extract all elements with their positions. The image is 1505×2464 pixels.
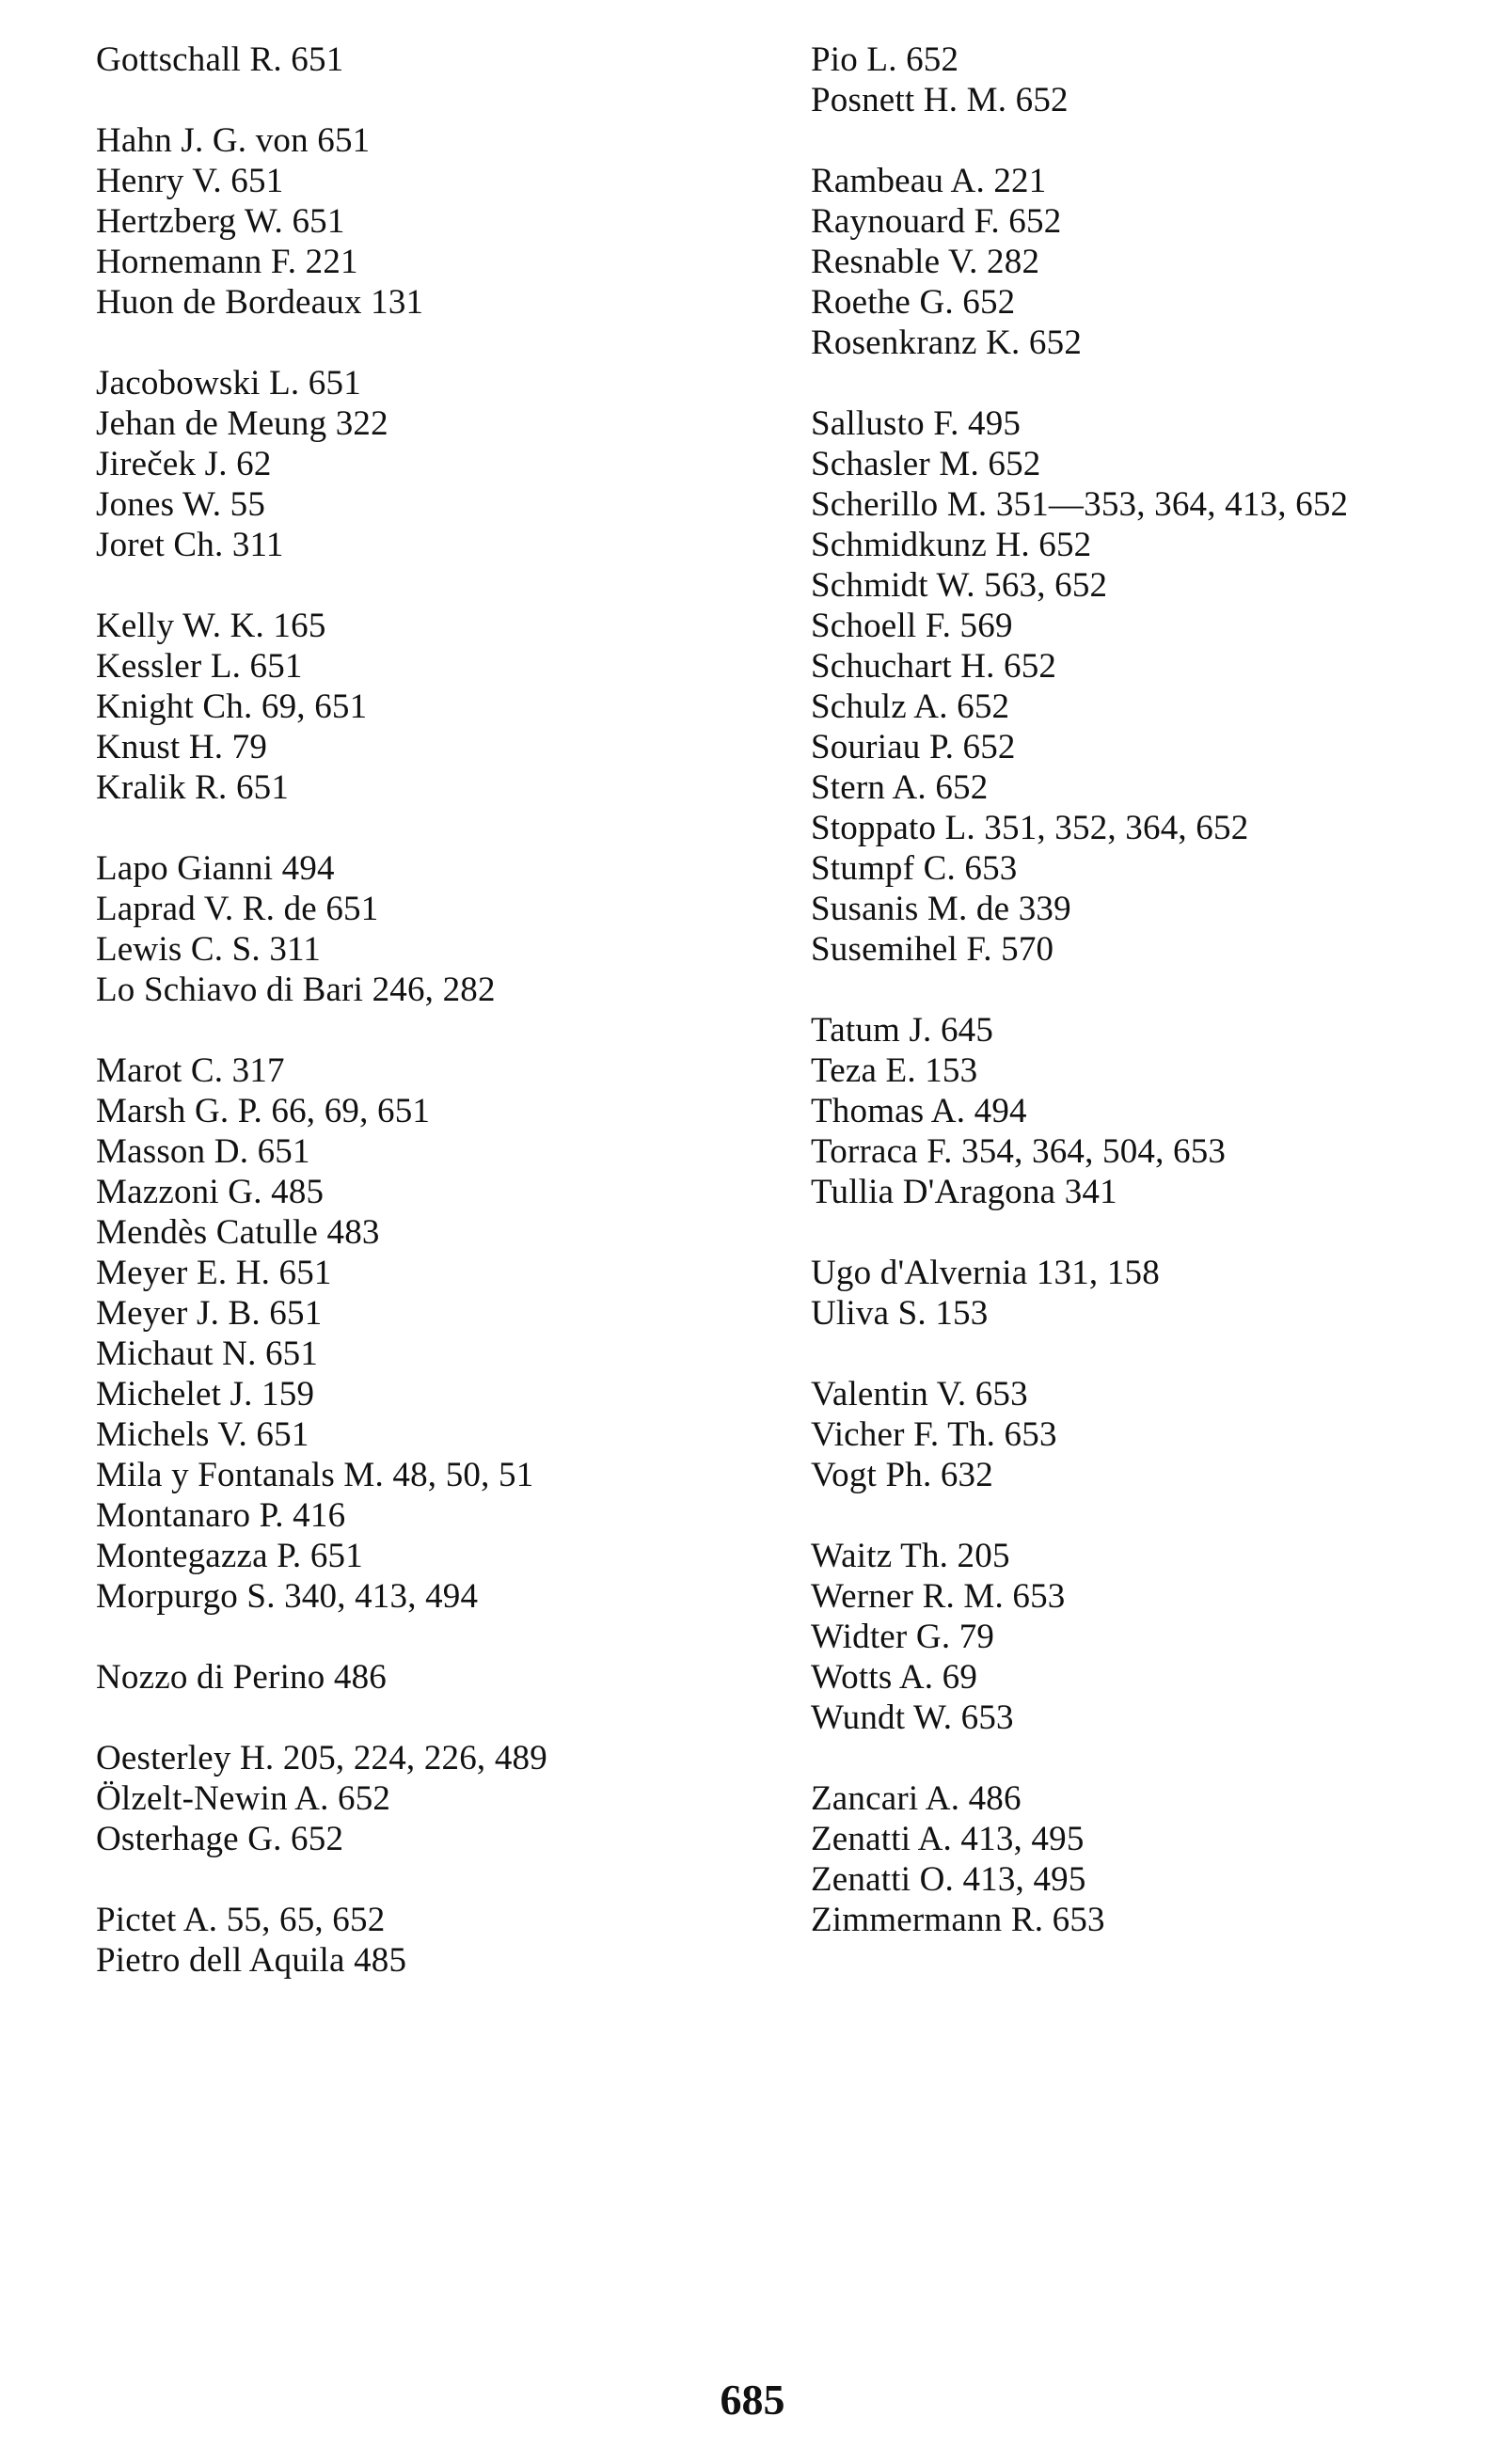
index-entry: Vogt Ph. 632 [811,1456,993,1494]
index-entry: Stern A. 652 [811,768,989,807]
index-letter-group [811,1374,1469,1495]
index-entry: Rosenkranz K. 652 [811,324,1083,362]
index-entry: Raynouard F. 652 [811,202,1062,241]
index-entry: Resnable V. 282 [811,243,1040,281]
index-entry: Lo Schiavo di Bari 246, 282 [96,971,496,1009]
page-number: 685 [720,2376,785,2424]
index-entry: Vicher F. Th. 653 [811,1415,1057,1454]
index-entry: Waitz Th. 205 [811,1537,1010,1575]
index-entry: Mazzoni G. 485 [96,1173,325,1211]
index-entry: Ugo d'Alvernia 131, 158 [811,1254,1160,1292]
index-entry: Hertzberg W. 651 [96,202,345,241]
index-entry: Schmidt W. 563, 652 [811,566,1108,605]
index-entry: Lapo Gianni 494 [96,849,335,888]
index-letter-group [811,161,1469,363]
index-entry: Tullia D'Aragona 341 [811,1173,1117,1211]
index-entry: Zenatti A. 413, 495 [811,1820,1085,1858]
index-entry: Meyer E. H. 651 [96,1254,332,1292]
index-entry: Schasler M. 652 [811,445,1041,483]
index-entry: Oesterley H. 205, 224, 226, 489 [96,1739,547,1777]
index-letter-group [811,39,1469,120]
index-entry: Pio L. 652 [811,40,959,79]
index-entry: Michelet J. 159 [96,1375,315,1414]
index-entry: Zenatti O. 413, 495 [811,1860,1086,1899]
index-entry: Gottschall R. 651 [96,40,344,79]
index-letter-group [96,1657,754,1698]
index-entry: Jireček J. 62 [96,445,272,483]
index-entry: Lewis C. S. 311 [96,930,322,969]
index-entry: Wundt W. 653 [811,1698,1014,1737]
index-entry: Knust H. 79 [96,728,268,766]
index-letter-group [96,120,754,323]
index-entry: Mendès Catulle 483 [96,1213,380,1252]
index-letter-group [96,606,754,808]
index-entry: Stumpf C. 653 [811,849,1018,888]
index-entry: Pictet A. 55, 65, 652 [96,1901,386,1939]
index-entry: Uliva S. 153 [811,1294,989,1333]
index-entry: Kessler L. 651 [96,647,303,686]
index-entry: Knight Ch. 69, 651 [96,687,368,726]
index-entry: Schmidkunz H. 652 [811,526,1092,564]
index-letter-group [811,403,1469,970]
index-entry: Marsh G. P. 66, 69, 651 [96,1092,431,1130]
index-column-right [811,39,1469,1981]
index-letter-group [96,1900,754,1981]
index-entry: Meyer J. B. 651 [96,1294,323,1333]
index-entry: Pietro dell Aquila 485 [96,1941,407,1980]
index-entry: Laprad V. R. de 651 [96,890,379,928]
index-entry: Rambeau A. 221 [811,162,1047,200]
index-letter-group [811,1536,1469,1738]
index-letter-group [96,39,754,80]
index-entry: Widter G. 79 [811,1618,995,1656]
index-column-left [96,39,754,2021]
index-entry: Jacobowski L. 651 [96,364,361,403]
index-entry: Montanaro P. 416 [96,1496,346,1535]
index-entry: Sallusto F. 495 [811,404,1022,443]
index-entry: Souriau P. 652 [811,728,1016,766]
index-entry: Michaut N. 651 [96,1335,319,1373]
index-entry: Posnett H. M. 652 [811,81,1069,119]
index-entry: Henry V. 651 [96,162,284,200]
index-entry: Schuchart H. 652 [811,647,1057,686]
index-entry: Teza E. 153 [811,1051,978,1090]
index-entry: Mila y Fontanals M. 48, 50, 51 [96,1456,534,1494]
index-letter-group [811,1010,1469,1212]
index-letter-group [811,1253,1469,1334]
index-entry: Thomas A. 494 [811,1092,1027,1130]
index-letter-group [96,1738,754,1859]
index-entry: Montegazza P. 651 [96,1537,363,1575]
index-entry: Masson D. 651 [96,1132,310,1171]
index-entry: Schulz A. 652 [811,687,1010,726]
index-entry: Tatum J. 645 [811,1011,994,1050]
index-entry: Joret Ch. 311 [96,526,284,564]
index-entry: Werner R. M. 653 [811,1577,1066,1616]
index-letter-group [96,848,754,1010]
index-entry: Huon de Bordeaux 131 [96,283,424,322]
index-entry: Torraca F. 354, 364, 504, 653 [811,1132,1227,1171]
index-letter-group [96,1050,754,1617]
index-entry: Susanis M. de 339 [811,890,1071,928]
index-entry: Michels V. 651 [96,1415,309,1454]
index-entry: Kelly W. K. 165 [96,607,326,645]
index-letter-group [96,363,754,565]
index-entry: Zimmermann R. 653 [811,1901,1105,1939]
index-entry: Schoell F. 569 [811,607,1013,645]
index-entry: Roethe G. 652 [811,283,1016,322]
index-letter-group [811,1778,1469,1940]
index-entry: Jones W. 55 [96,485,266,524]
index-entry: Hahn J. G. von 651 [96,121,371,160]
index-entry: Jehan de Meung 322 [96,404,388,443]
index-entry: Hornemann F. 221 [96,243,358,281]
index-entry: Osterhage G. 652 [96,1820,344,1858]
index-entry: Susemihel F. 570 [811,930,1054,969]
index-entry: Zancari A. 486 [811,1779,1022,1818]
index-entry: Stoppato L. 351, 352, 364, 652 [811,809,1249,847]
index-entry: Scherillo M. 351—353, 364, 413, 652 [811,485,1349,524]
index-entry: Marot C. 317 [96,1051,285,1090]
index-entry: Nozzo di Perino 486 [96,1658,387,1697]
index-entry: Valentin V. 653 [811,1375,1028,1414]
index-entry: Kralik R. 651 [96,768,290,807]
index-entry: Morpurgo S. 340, 413, 494 [96,1577,479,1616]
index-entry: Wotts A. 69 [811,1658,978,1697]
index-entry: Ölzelt-Newin A. 652 [96,1779,391,1818]
